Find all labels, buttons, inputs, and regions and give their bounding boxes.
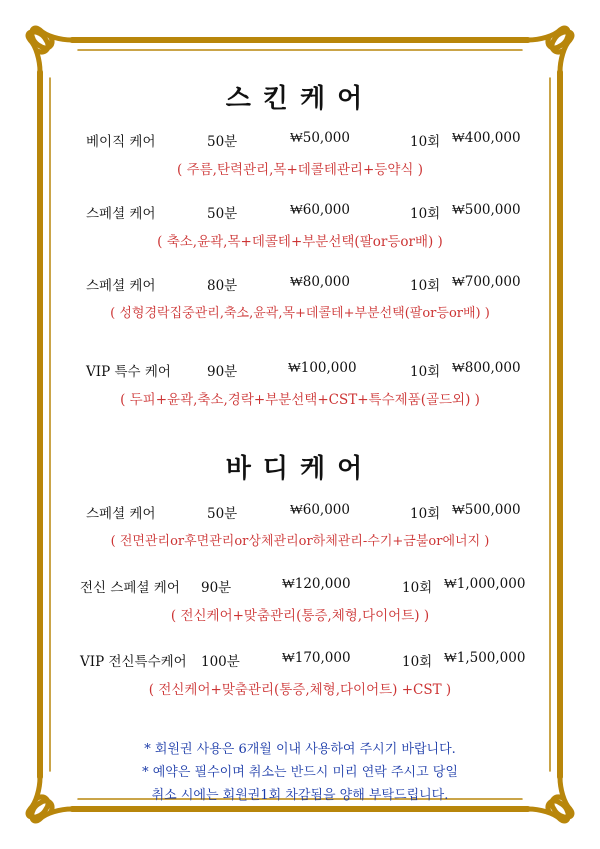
item-duration: 90분 [207, 364, 238, 380]
item-name: VIP 특수 케어 [86, 364, 171, 380]
item-count: 10회 [402, 654, 433, 670]
item-duration: 90분 [201, 580, 232, 596]
item-duration: 50분 [207, 134, 238, 150]
item-price: ₩80,000 [290, 274, 350, 290]
item-note: ( 전면관리or후면관리or상체관리or하체관리-수기+금불or에너지 ) [110, 534, 490, 549]
item-package-price: ₩800,000 [452, 360, 521, 376]
item-name: 스페셜 케어 [86, 506, 156, 522]
item-name: 스페셜 케어 [86, 206, 156, 222]
body-care-title: 바디케어 [225, 454, 375, 484]
footer-notice-2: * 예약은 필수이며 취소는 반드시 미리 연락 주시고 당일 [142, 765, 458, 780]
item-note: ( 축소,윤곽,목+데콜테+부분선택(팔or등or배) ) [157, 234, 443, 250]
item-price: ₩100,000 [288, 360, 357, 376]
item-count: 10회 [410, 134, 441, 150]
item-count: 10회 [402, 580, 433, 596]
item-package-price: ₩500,000 [452, 202, 521, 218]
item-price: ₩50,000 [290, 130, 350, 146]
item-note: ( 두피+윤곽,축소,경락+부분선택+CST+특수제품(골드외) ) [120, 392, 480, 408]
item-name: 스페셜 케어 [86, 278, 156, 294]
item-count: 10회 [410, 206, 441, 222]
item-duration: 80분 [207, 278, 238, 294]
item-package-price: ₩1,500,000 [444, 650, 526, 666]
skin-care-title: 스킨케어 [225, 84, 375, 114]
item-name: 베이직 케어 [86, 134, 156, 150]
item-duration: 50분 [207, 206, 238, 222]
item-package-price: ₩400,000 [452, 130, 521, 146]
item-note: ( 주름,탄력관리,목+데콜테관리+등약식 ) [177, 162, 423, 178]
footer-notice-3: 취소 시에는 회원권1회 차감됨을 양해 부탁드립니다. [151, 788, 449, 803]
item-duration: 50분 [207, 506, 238, 522]
item-note: ( 성형경락집중관리,축소,윤곽,목+데콜테+부분선택(팔or등or배) ) [110, 306, 490, 321]
item-package-price: ₩500,000 [452, 502, 521, 518]
item-count: 10회 [410, 278, 441, 294]
item-package-price: ₩1,000,000 [444, 576, 526, 592]
item-price: ₩120,000 [282, 576, 351, 592]
item-name: 전신 스페셜 케어 [80, 580, 180, 596]
item-price: ₩170,000 [282, 650, 351, 666]
item-note: ( 전신케어+맞춤관리(통증,체형,다이어트) ) [170, 608, 430, 624]
item-package-price: ₩700,000 [452, 274, 521, 290]
item-price: ₩60,000 [290, 202, 350, 218]
item-count: 10회 [410, 364, 441, 380]
item-name: VIP 전신특수케어 [80, 654, 187, 670]
item-count: 10회 [410, 506, 441, 522]
item-duration: 100분 [201, 654, 240, 670]
item-price: ₩60,000 [290, 502, 350, 518]
footer-notice-1: * 회원권 사용은 6개월 이내 사용하여 주시기 바랍니다. [144, 742, 456, 757]
item-note: ( 전신케어+맞춤관리(통증,체형,다이어트) +CST ) [148, 682, 452, 698]
